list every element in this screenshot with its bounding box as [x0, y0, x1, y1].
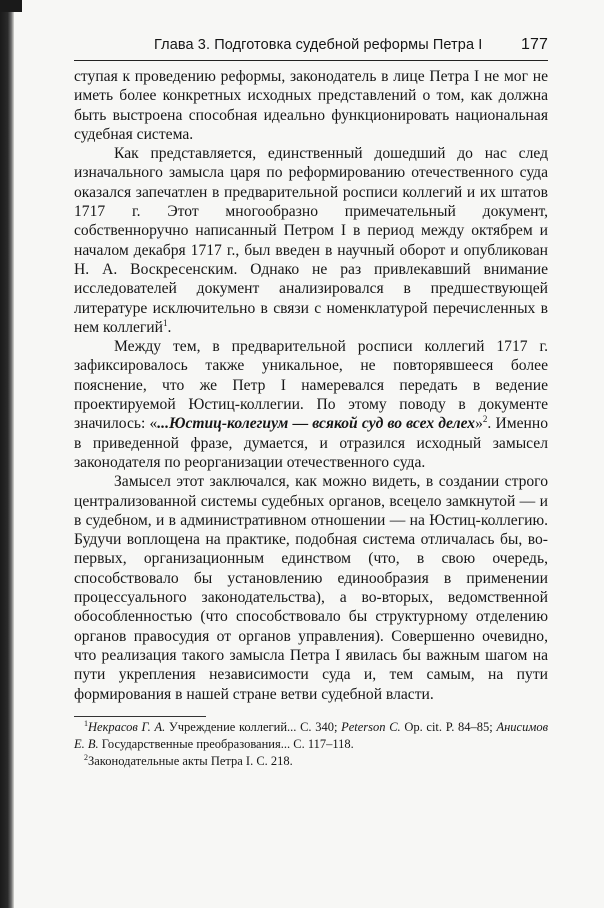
chapter-title: Глава 3. Подготовка судебной реформы Петра I	[154, 37, 483, 53]
paragraph-2-text: Как представляется, единственный дошедший до нас след изначального замысла царя по реформированию отечественного суда оказался запечатлен в предварительной росписи коллегий и их штатов 1717 г. Этот многообразно примечательный документ, собственноручно написанный Петром I в период между октябрем и началом декабря 1717 г., был введен в научный оборот и опубликован Н. А. Воскресенским. Однако не раз привлекавший внимание исследователей документ анализировался в предшествующей литературе исключительно в связи с номенклатурой перечисленных в нем коллегий	[74, 145, 548, 336]
footnote-rule	[74, 716, 206, 717]
footnote-1-author-3: Анисимов Е. В.	[74, 719, 548, 751]
quote-dash: —	[288, 415, 313, 433]
header-rule	[74, 60, 548, 61]
footnote-1-mark: 1	[84, 718, 88, 728]
footnote-2-mark: 2	[84, 752, 88, 762]
book-page	[74, 36, 548, 770]
book-corner-shadow	[0, 0, 22, 12]
footnote-ref-1: 1	[162, 317, 168, 328]
footnote-1-text-1: Учреждение коллегий... С. 340;	[165, 719, 342, 734]
quote-close: »	[475, 415, 483, 433]
footnote-1-author-2: Peterson C.	[341, 719, 401, 734]
paragraph-3-text-b: . Именно в приведенной фразе, думается, и отразился исходный замысел законодателя по реорганизации отечественного суда.	[74, 415, 548, 471]
paragraph-1: ступая к проведению реформы, законодатель в лице Петра I не мог не иметь более конкретных исходных представлений о том, как должна быть выстроена способная идеально функционировать национальная судебная система.	[74, 68, 548, 143]
paragraph-3	[74, 337, 548, 472]
main-text	[74, 67, 548, 704]
paragraph-4: Замысел этот заключался, как можно видеть, в создании строго централизованной системы судебных органов, всецело замкнутой — и в судебном, и в административном отношении — на Юстиц-коллегию. Будучи воплощена на практике, подобная система отличалась бы, во-первых, организационным единством (что, в свою очередь, способствовало бы установлению единообразия в применении процессуального законодательства), а во-вторых, ведомственной обособленностью (что способствовало бы структурному отделению органов правосудия от органов управления). Совершенно очевидно, что реализация такого замысла Петра I явилась бы важным шагом на пути укрепления независимости суда и, тем самым, на пути формирования в нашей стране ветви судебной власти.	[74, 473, 548, 703]
running-header	[74, 36, 548, 60]
footnote-1-text-3: Государственные преобразования... С. 117–118.	[98, 736, 354, 751]
page-number: 177	[521, 36, 548, 53]
book-spine-shadow	[0, 0, 14, 908]
footnote-1-text-2: Op. cit. P. 84–85;	[400, 719, 497, 734]
paragraph-2	[74, 144, 548, 337]
footnote-1	[74, 719, 548, 753]
footnote-2-text: Законодательные акты Петра I. С. 218.	[88, 753, 293, 768]
footnote-ref-2: 2	[482, 414, 488, 425]
quote-part-1: ...Юстиц-колегиум	[157, 415, 289, 433]
paragraph-2-end: .	[167, 318, 172, 336]
quote-part-2: всякой суд во всех делех	[312, 415, 476, 433]
footnotes	[74, 719, 548, 770]
footnote-1-author-1: Некрасов Г. А.	[88, 719, 166, 734]
footnote-2	[74, 753, 548, 770]
paragraph-3-text-a: Между тем, в предварительной росписи коллегий 1717 г. зафиксировалось также уникальное, не повторявшееся более пояснение, что же Петр I намеревался передать в ведение проектируемой Юстиц-коллегии. По этому поводу в документе значилось: «	[74, 338, 548, 433]
